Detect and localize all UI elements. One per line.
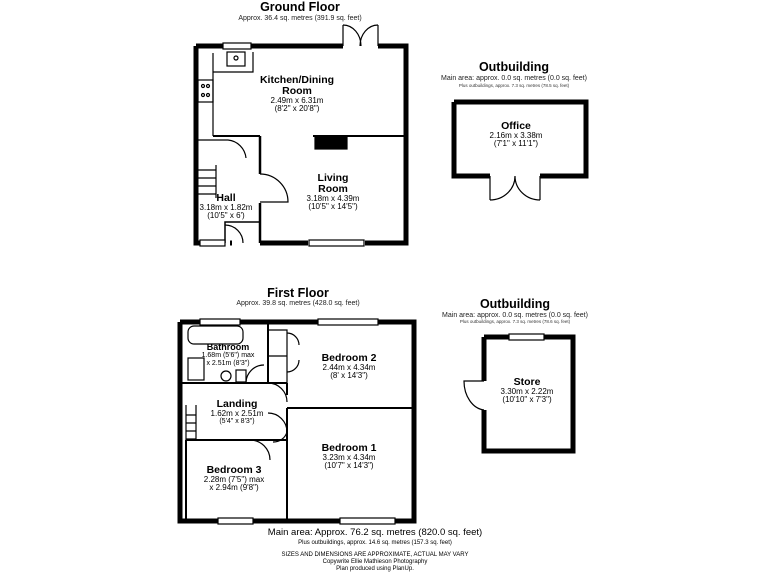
room-size-metric: 3.30m x 2.22m — [500, 387, 554, 397]
room-hall — [200, 193, 253, 221]
room-size-imperial: (10'10" x 7'3") — [502, 395, 552, 405]
room-size-imperial: (8'2" x 20'8") — [274, 104, 320, 114]
room-size-metric: 3.18m x 4.39m — [306, 194, 360, 204]
room-name: Bedroom 3 — [206, 464, 262, 476]
room-living — [307, 173, 360, 212]
room-bedroom-1 — [322, 443, 377, 471]
ground-floor-title: Ground Floor — [260, 0, 340, 14]
room-name: Office — [501, 120, 531, 132]
outbuilding-1-sub: Plus outbuildings, approx. 7.3 sq. metres (78.5 sq. feet) — [458, 83, 570, 88]
outbuilding-2-area: Main area: approx. 0.0 sq. metres (0.0 sq. feet) — [442, 312, 588, 319]
room-size-imperial: (8' x 14'3") — [330, 371, 368, 381]
room-name: Store — [513, 376, 541, 388]
outbuilding-2-title: Outbuilding — [479, 297, 551, 311]
room-size-metric: 3.23m x 4.34m — [322, 453, 376, 463]
room-name: Bedroom 1 — [321, 442, 377, 454]
outbuilding-1-area: Main area: approx. 0.0 sq. metres (0.0 sq. feet) — [441, 75, 587, 82]
room-name-line2: Room — [318, 183, 348, 196]
room-bedroom-2 — [322, 353, 377, 381]
room-store — [501, 377, 554, 405]
room-name-line2: Room — [282, 85, 312, 98]
outbuilding-1-title: Outbuilding — [478, 60, 550, 74]
outbuilding-2-sub: Plus outbuildings, approx. 7.3 sq. metres (78.6 sq. feet) — [459, 319, 571, 324]
room-size-imperial: (7'1" x 11'1") — [493, 139, 539, 149]
room-size-line1: 2.28m (7'5") max — [203, 475, 265, 485]
room-size-imperial: (10'7" x 14'3") — [324, 461, 374, 471]
room-size-imperial: (10'5" x 6') — [207, 211, 245, 221]
footer-main-area: Main area: Approx. 76.2 sq. metres (820.0 sq. feet) — [267, 527, 483, 538]
footer-disclaimer: SIZES AND DIMENSIONS ARE APPROXIMATE, ACTUAL MAY VARY — [281, 552, 469, 558]
first-floor-title: First Floor — [267, 286, 329, 300]
footer-copyright: Copywrite Ellie Mathieson Photography — [322, 559, 428, 565]
ground-floor-area: Approx. 36.4 sq. metres (391.9 sq. feet) — [238, 15, 362, 22]
room-kitchen-dining — [260, 75, 334, 114]
room-size-imperial: (10'5" x 14'5") — [308, 202, 358, 212]
room-name: Bathroom — [206, 342, 250, 352]
room-size-metric: 2.49m x 6.31m — [270, 96, 324, 106]
footer-outbuildings: Plus outbuildings, approx. 14.6 sq. metres (157.3 sq. feet) — [298, 540, 452, 546]
room-size-metric: 1.62m x 2.51m — [210, 409, 264, 419]
room-name: Bedroom 2 — [321, 352, 377, 364]
room-size-metric: 2.16m x 3.38m — [489, 131, 543, 141]
footer-produced: Plan produced using PlanUp. — [336, 566, 414, 572]
room-size-metric: 3.18m x 1.82m — [199, 203, 253, 213]
room-bathroom — [202, 343, 255, 367]
room-bedroom-3 — [204, 465, 264, 493]
room-name: Hall — [216, 192, 236, 204]
room-name: Landing — [216, 398, 258, 410]
room-size-metric: 2.44m x 4.34m — [322, 363, 376, 373]
room-size-line1: 1.68m (5'6") max — [201, 352, 255, 360]
first-floor-area: Approx. 39.8 sq. metres (428.0 sq. feet) — [236, 300, 360, 307]
room-size-line2: x 2.94m (9'8") — [209, 483, 259, 493]
room-name: Kitchen/Dining — [259, 74, 335, 86]
room-office — [490, 121, 543, 149]
room-name: Living — [317, 172, 349, 184]
room-landing — [211, 399, 264, 426]
room-size-line2: x 2.51m (8'3") — [206, 359, 250, 367]
room-size-imperial: (5'4" x 8'3") — [219, 418, 255, 426]
